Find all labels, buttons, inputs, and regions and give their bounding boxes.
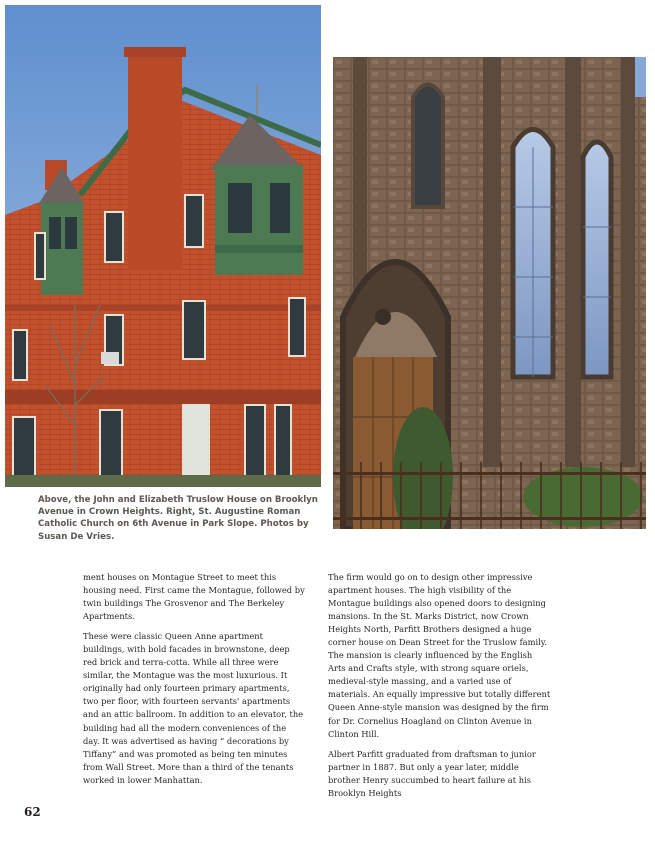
paragraph: These were classic Queen Anne apartment buildings, with bold facades in brownstone, deep red brick and terra-cotta. While all three were similar, the Montague was the most luxurious. It originally had only fourteen primary apartments, two per floor, with fourteen servants' apartments and an attic ballroom. In addition to an elevator, the building had all the modern conveniences of the day. It was advertised as having “ decorations by Tiffany” and was promoted as being ten minutes from Wall Street. More than a third of the tenants worked in lower Manhattan. bbox=[83, 631, 304, 785]
page-number: 62 bbox=[24, 805, 41, 819]
paragraph: ment houses on Montague Street to meet this housing need. First came the Montague, followed by twin buildings The Grosvenor and The Berkeley Apartments. bbox=[83, 572, 305, 622]
article-column-right bbox=[328, 571, 552, 807]
house-illustration bbox=[5, 5, 321, 487]
house-photo bbox=[5, 5, 321, 487]
paragraph: The firm would go on to design other impressive apartment houses. The high visibility of the Montague buildings also opened doors to designing mansions. In the St. Marks District, now Crown Heights North, Parfitt Brothers designed a huge corner house on Dean Street for the Truslow family. The mansion is clearly influenced by the English Arts and Crafts style, with strong square oriels, medieval-style massing, and a varied use of materials. An equally impressive but totally different Queen Anne-style mansion was designed by the firm for Dr. Cornelius Hoagland on Clinton Avenue in Clinton Hill. bbox=[328, 572, 551, 739]
church-photo bbox=[333, 57, 646, 529]
paragraph: Albert Parfitt graduated from draftsman to junior partner in 1887. But only a year later, middle brother Henry succumbed to heart failure at his Brooklyn Heights bbox=[328, 748, 536, 798]
church-illustration bbox=[333, 57, 646, 529]
photo-caption: Above, the John and Elizabeth Truslow House on Brooklyn Avenue in Crown Heights. Right, St. Augustine Roman Catholic Church on 6th Avenue in Park Slope. Photos by Susan De Vries. bbox=[38, 495, 318, 542]
article-column-left bbox=[83, 571, 305, 794]
